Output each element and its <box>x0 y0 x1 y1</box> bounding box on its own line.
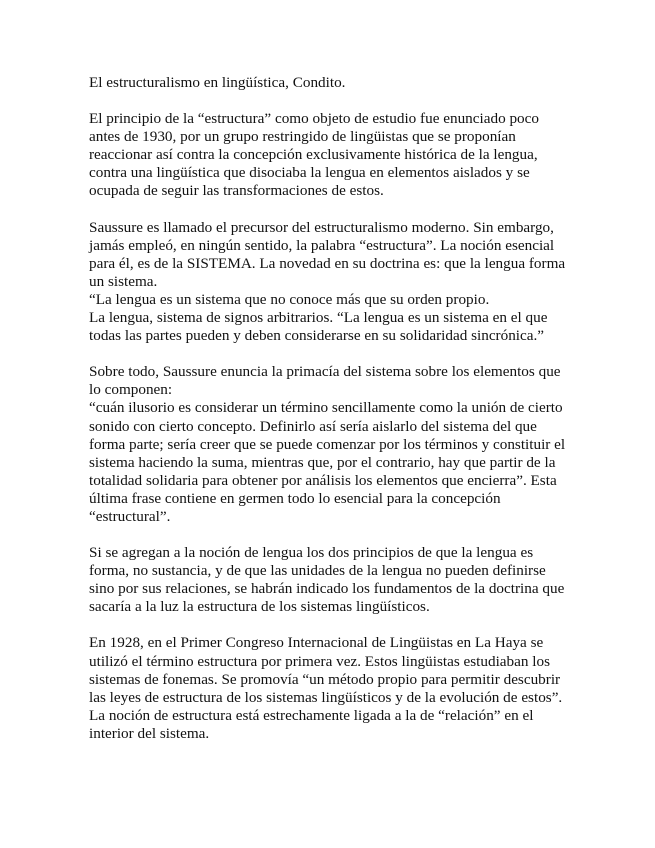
document-title: El estructuralismo en lingüística, Condito. <box>89 74 346 91</box>
paragraph-fundamentos-doctrina: Si se agregan a la noción de lengua los dos principios de que la lengua es forma, no sustancia, y de que las unidades de la lengua no pueden definirse sino por sus relaciones, se habrán indicado los fundamentos de la doctrina que sacaría a la luz la estructura de los sistemas lingüísticos. <box>89 544 565 616</box>
document-body <box>89 74 569 743</box>
paragraph-primacia-sistema: Sobre todo, Saussure enuncia la primacía del sistema sobre los elementos que lo componen: “cuán ilusorio es considerar un término sencillamente como la unión de cierto sonido con cierto concepto. Definirlo así sería aislarlo del sistema del que forma parte; sería creer que se puede comenzar por los términos y constituir el sistema haciendo la suma, mientras que, por el contrario, hay que partir de la totalidad solidaria para obtener por análisis los elementos que encierra”. Esta última frase contiene en germen todo lo esencial para la concepción “estructural”. <box>89 363 566 525</box>
paragraph-estructura-principle: El principio de la “estructura” como objeto de estudio fue enunciado poco antes de 1930, por un grupo restringido de lingüistas que se proponían reaccionar así contra la concepción exclusivamente histórica de la lengua, contra una lingüística que disociaba la lengua en elementos aislados y se ocupada de seguir las transformaciones de estos. <box>89 110 539 200</box>
paragraph-congreso-1928: En 1928, en el Primer Congreso Internacional de Lingüistas en La Haya se utilizó el término estructura por primera vez. Estos lingüistas estudiaban los sistemas de fonemas. Se promovía “un método propio para permitir descubrir las leyes de estructura de los sistemas lingüísticos y de la evolución de estos”. La noción de estructura está estrechamente ligada a la de “relación” en el interior del sistema. <box>89 634 563 742</box>
paragraph-saussure-sistema: Saussure es llamado el precursor del estructuralismo moderno. Sin embargo, jamás empleó, en ningún sentido, la palabra “estructura”. La noción esencial para él, es de la SISTEMA. La novedad en su doctrina es: que la lengua forma un sistema. “La lengua es un sistema que no conoce más que su orden propio. La lengua, sistema de signos arbitrarios. “La lengua es un sistema en el que todas las partes pueden y deben considerarse en su solidaridad sincrónica.” <box>89 218 566 345</box>
